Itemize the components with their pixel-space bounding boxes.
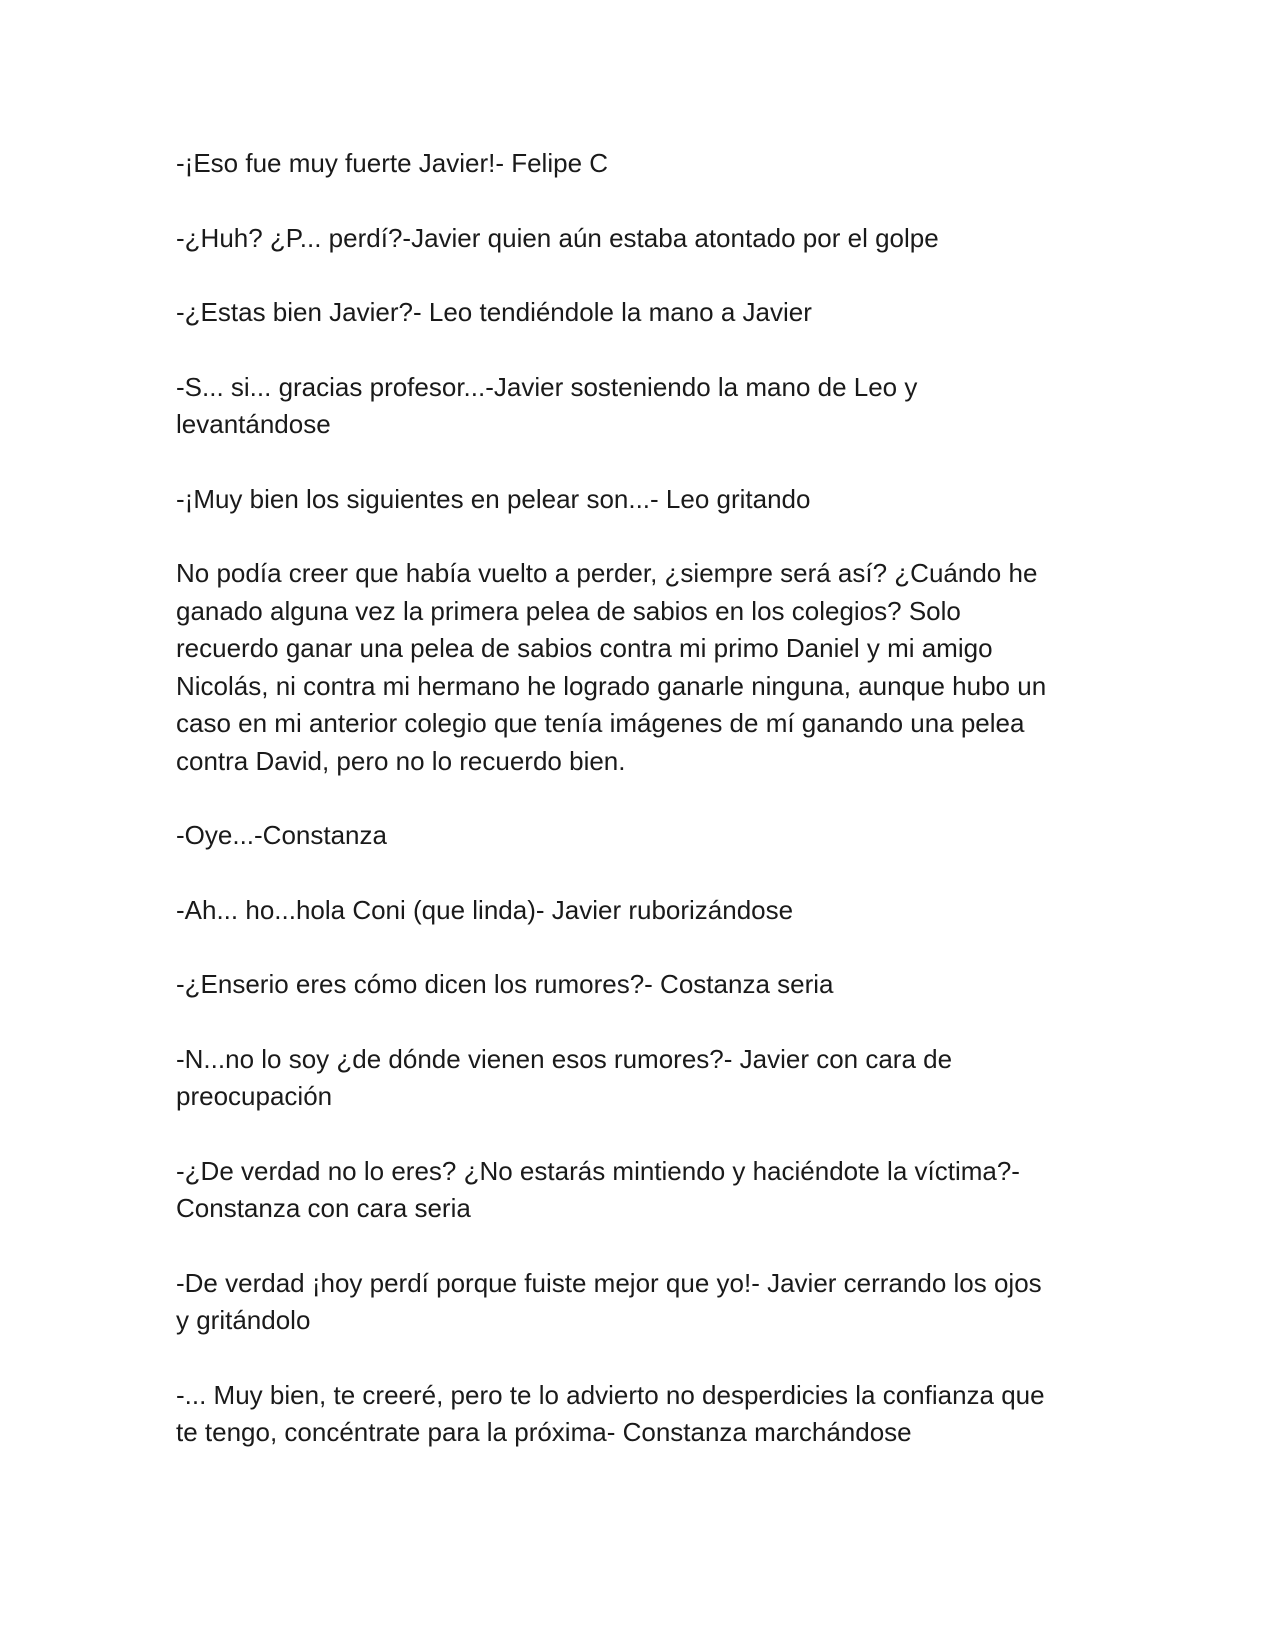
paragraph-2: -¿Huh? ¿P... perdí?-Javier quien aún estaba atontado por el golpe	[176, 222, 939, 253]
paragraph-4: -S... si... gracias profesor...-Javier sosteniendo la mano de Leo y levantándose	[176, 371, 918, 439]
paragraph-12: -De verdad ¡hoy perdí porque fuiste mejor que yo!- Javier cerrando los ojos y gritándolo	[176, 1267, 1042, 1335]
paragraph-5: -¡Muy bien los siguientes en pelear son...- Leo gritando	[176, 483, 811, 514]
paragraph-7: -Oye...-Constanza	[176, 820, 387, 850]
paragraph-6: No podía creer que había vuelto a perder, ¿siempre será así? ¿Cuándo he ganado alguna vez la primera pelea de sabios en los colegios? Solo recuerdo ganar una pelea de sabios contra mi primo Daniel y mi amigo Nicolás, ni contra mi hermano he logrado ganarle ninguna, aunque hubo un caso en mi anterior colegio que tenía imágenes de mí ganando una pelea contra David, pero no lo recuerdo bien.	[176, 558, 1047, 776]
document-body	[176, 145, 1096, 1489]
paragraph-9: -¿Enserio eres cómo dicen los rumores?- Costanza seria	[176, 969, 834, 999]
paragraph-8: -Ah... ho...hola Coni (que linda)- Javier ruborizándose	[176, 894, 794, 925]
paragraph-10: -N...no lo soy ¿de dónde vienen esos rumores?- Javier con cara de preocupación	[176, 1043, 953, 1111]
paragraph-13: -... Muy bien, te creeré, pero te lo advierto no desperdicies la confianza que te tengo, concéntrate para la próxima- Constanza marchándose	[176, 1379, 1045, 1447]
paragraph-11: -¿De verdad no lo eres? ¿No estarás mintiendo y haciéndote la víctima?- Constanza con cara seria	[176, 1155, 1020, 1223]
paragraph-1: -¡Eso fue muy fuerte Javier!- Felipe C	[176, 148, 609, 178]
paragraph-3: -¿Estas bien Javier?- Leo tendiéndole la mano a Javier	[176, 297, 812, 327]
